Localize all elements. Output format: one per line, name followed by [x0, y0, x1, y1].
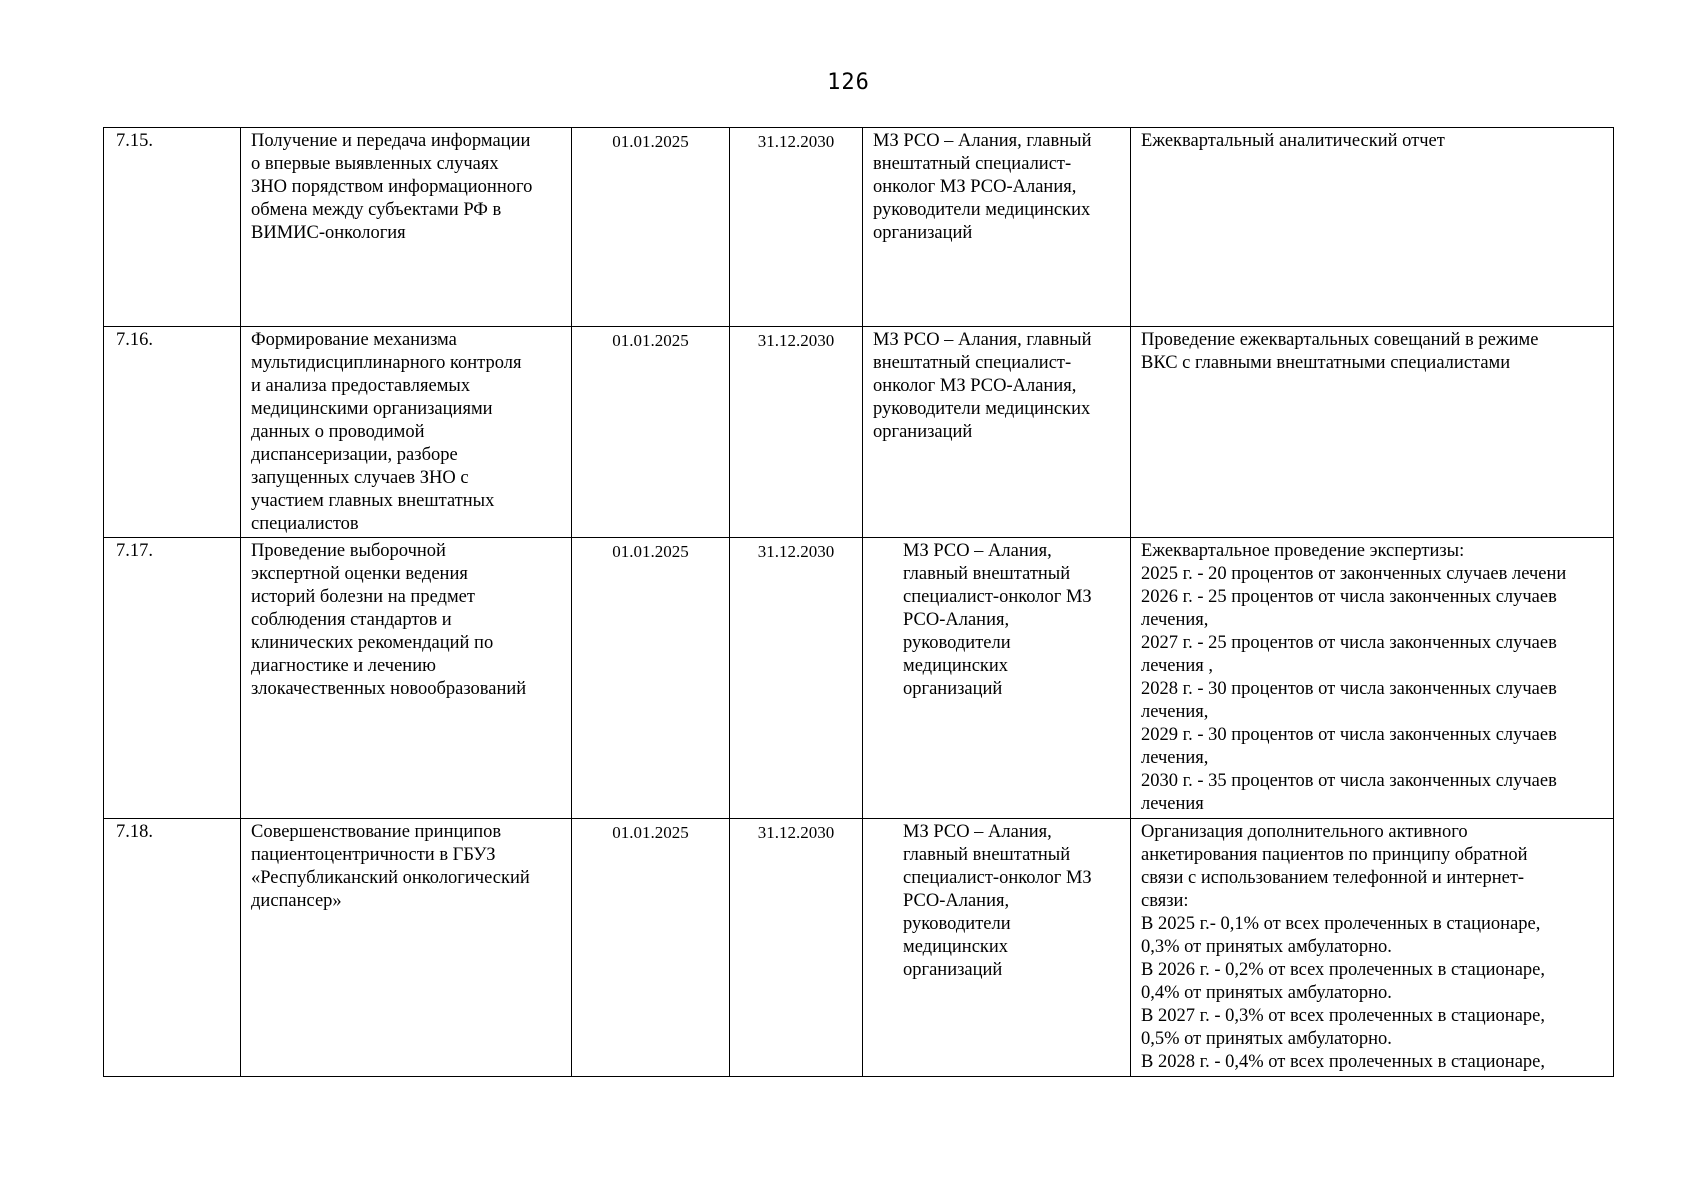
- item-number: 7.17.: [104, 538, 241, 819]
- activity-name-line: «Республиканский онкологический: [251, 868, 530, 888]
- activity-name-line: диагностике и лечению: [251, 656, 436, 676]
- responsible-line: МЗ РСО – Алания, главный: [873, 131, 1092, 151]
- item-number: 7.18.: [104, 819, 241, 1077]
- responsible: [863, 819, 1131, 1077]
- activity-name-line: данных о проводимой: [251, 422, 425, 442]
- activity-name-line: специалистов: [251, 514, 359, 534]
- activity-name: [241, 819, 572, 1077]
- responsible: [863, 538, 1131, 819]
- responsible-line: главный внештатный: [903, 564, 1071, 584]
- activities-table-body: [104, 128, 1614, 1077]
- activity-name: [241, 128, 572, 327]
- responsible-line: онколог МЗ РСО-Алания,: [873, 177, 1077, 197]
- activity-name-line: и анализа предоставляемых: [251, 376, 471, 396]
- responsible-line: МЗ РСО – Алания,: [903, 541, 1052, 561]
- activity-name-line: диспансер»: [251, 891, 342, 911]
- responsible-line: медицинских: [903, 656, 1009, 676]
- responsible-line: организаций: [903, 960, 1003, 980]
- responsible-line: руководители: [903, 633, 1011, 653]
- result-line: Проведение ежеквартальных совещаний в режиме: [1141, 330, 1539, 350]
- result-line: лечения: [1141, 794, 1204, 814]
- result-line: лечения,: [1141, 702, 1209, 722]
- responsible-line: специалист-онколог МЗ: [903, 868, 1092, 888]
- result-line: Организация дополнительного активного: [1141, 822, 1468, 842]
- result-line: 2029 г. - 30 процентов от числа законченных случаев: [1141, 725, 1557, 745]
- responsible-line: онколог МЗ РСО-Алания,: [873, 376, 1077, 396]
- end-date: 31.12.2030: [730, 128, 863, 327]
- responsible-line: медицинских: [903, 937, 1009, 957]
- result-line: лечения ,: [1141, 656, 1214, 676]
- activity-name-line: ЗНО порядством информационного: [251, 177, 533, 197]
- activity-name: [241, 538, 572, 819]
- activity-name-line: Проведение выборочной: [251, 541, 446, 561]
- responsible-line: внештатный специалист-: [873, 353, 1072, 373]
- item-number: 7.16.: [104, 327, 241, 538]
- result-line: В 2028 г. - 0,4% от всех пролеченных в стационаре,: [1141, 1052, 1546, 1072]
- result-line: лечения,: [1141, 610, 1209, 630]
- expected-result: [1131, 327, 1614, 538]
- responsible-line: организаций: [873, 422, 973, 442]
- item-number: 7.15.: [104, 128, 241, 327]
- result-line: 2025 г. - 20 процентов от законченных случаев лечени: [1141, 564, 1567, 584]
- result-line: 0,5% от принятых амбулаторно.: [1141, 1029, 1392, 1049]
- activity-name-line: ВИМИС-онкология: [251, 223, 406, 243]
- table-row: [104, 327, 1614, 538]
- activity-name-line: пациентоцентричности в ГБУЗ: [251, 845, 496, 865]
- result-line: 0,4% от принятых амбулаторно.: [1141, 983, 1392, 1003]
- result-line: лечения,: [1141, 748, 1209, 768]
- activity-name: [241, 327, 572, 538]
- activity-name-line: диспансеризации, разборе: [251, 445, 458, 465]
- responsible-line: руководители медицинских: [873, 399, 1091, 419]
- result-line: Ежеквартальное проведение экспертизы:: [1141, 541, 1465, 561]
- activity-name-line: историй болезни на предмет: [251, 587, 475, 607]
- start-date: 01.01.2025: [572, 819, 730, 1077]
- activity-name-line: медицинскими организациями: [251, 399, 493, 419]
- result-line: связи:: [1141, 891, 1189, 911]
- activity-name-line: соблюдения стандартов и: [251, 610, 452, 630]
- responsible: [863, 128, 1131, 327]
- page-number: 126: [827, 70, 870, 95]
- responsible-line: руководители медицинских: [873, 200, 1091, 220]
- start-date: 01.01.2025: [572, 128, 730, 327]
- activities-table: [103, 127, 1614, 1077]
- activity-name-line: клинических рекомендаций по: [251, 633, 494, 653]
- responsible-line: главный внештатный: [903, 845, 1071, 865]
- activity-name-line: мультидисциплинарного контроля: [251, 353, 522, 373]
- activity-name-line: Формирование механизма: [251, 330, 457, 350]
- result-line: 2027 г. - 25 процентов от числа законченных случаев: [1141, 633, 1557, 653]
- responsible: [863, 327, 1131, 538]
- result-line: ВКС с главными внештатными специалистами: [1141, 353, 1511, 373]
- end-date: 31.12.2030: [730, 327, 863, 538]
- activity-name-line: злокачественных новообразований: [251, 679, 527, 699]
- activity-name-line: обмена между субъектами РФ в: [251, 200, 502, 220]
- activity-name-line: запущенных случаев ЗНО с: [251, 468, 469, 488]
- result-line: 2030 г. - 35 процентов от числа законченных случаев: [1141, 771, 1557, 791]
- responsible-line: МЗ РСО – Алания, главный: [873, 330, 1092, 350]
- result-line: В 2027 г. - 0,3% от всех пролеченных в стационаре,: [1141, 1006, 1546, 1026]
- responsible-line: внештатный специалист-: [873, 154, 1072, 174]
- expected-result: [1131, 538, 1614, 819]
- result-line: В 2025 г.- 0,1% от всех пролеченных в стационаре,: [1141, 914, 1541, 934]
- responsible-line: РСО-Алания,: [903, 610, 1010, 630]
- activity-name-line: о впервые выявленных случаях: [251, 154, 499, 174]
- start-date: 01.01.2025: [572, 327, 730, 538]
- result-line: анкетирования пациентов по принципу обратной: [1141, 845, 1528, 865]
- table-row: [104, 128, 1614, 327]
- start-date: 01.01.2025: [572, 538, 730, 819]
- responsible-line: организаций: [903, 679, 1003, 699]
- activity-name-line: Получение и передача информации: [251, 131, 531, 151]
- expected-result: [1131, 128, 1614, 327]
- result-line: 2028 г. - 30 процентов от числа законченных случаев: [1141, 679, 1557, 699]
- table-row: [104, 819, 1614, 1077]
- table-row: [104, 538, 1614, 819]
- result-line: Ежеквартальный аналитический отчет: [1141, 131, 1445, 151]
- responsible-line: МЗ РСО – Алания,: [903, 822, 1052, 842]
- end-date: 31.12.2030: [730, 538, 863, 819]
- responsible-line: специалист-онколог МЗ: [903, 587, 1092, 607]
- expected-result: [1131, 819, 1614, 1077]
- activity-name-line: Совершенствование принципов: [251, 822, 502, 842]
- result-line: 0,3% от принятых амбулаторно.: [1141, 937, 1392, 957]
- end-date: 31.12.2030: [730, 819, 863, 1077]
- responsible-line: организаций: [873, 223, 973, 243]
- responsible-line: руководители: [903, 914, 1011, 934]
- activity-name-line: участием главных внештатных: [251, 491, 495, 511]
- activity-name-line: экспертной оценки ведения: [251, 564, 468, 584]
- result-line: В 2026 г. - 0,2% от всех пролеченных в стационаре,: [1141, 960, 1546, 980]
- result-line: 2026 г. - 25 процентов от числа законченных случаев: [1141, 587, 1557, 607]
- result-line: связи с использованием телефонной и интернет-: [1141, 868, 1525, 888]
- responsible-line: РСО-Алания,: [903, 891, 1010, 911]
